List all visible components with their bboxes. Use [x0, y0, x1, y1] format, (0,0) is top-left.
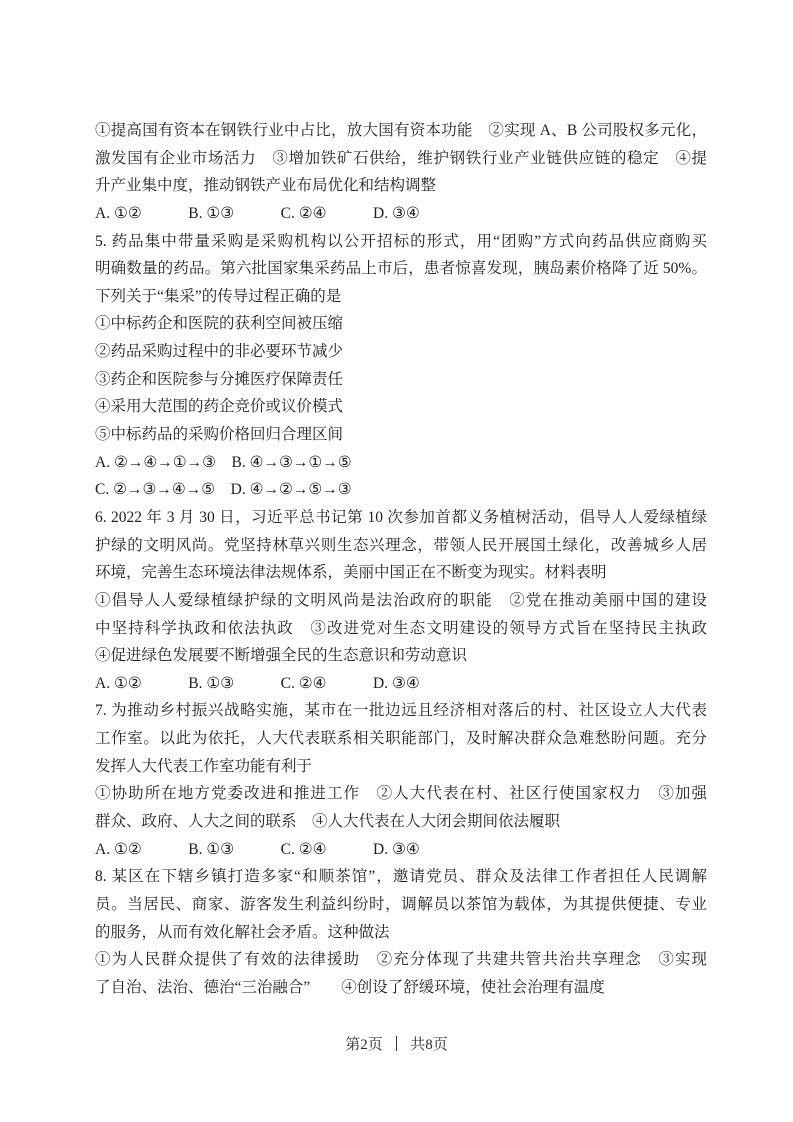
q8-stem-line: 员。当居民、商家、游客发生利益纠纷时，调解员以茶馆为载体，为其提供便捷、专业: [95, 895, 707, 913]
exam-text-column: [95, 117, 707, 1002]
q4-option-item-line: ①提高国有资本在钢铁行业中占比，放大国有资本功能 ②实现 A、B 公司股权多元化，: [95, 122, 707, 139]
q8-stem-line: 8. 某区在下辖乡镇打造多家“和顺茶馆”，邀请党员、群众及法律工作者担任人民调解: [95, 868, 707, 886]
q4-option-item-line: 激发国有企业市场活力 ③增加铁矿石供给，维护钢铁行业产业链供应链的稳定 ④提: [95, 149, 707, 167]
q4-answer-choices-row: A. ①② B. ①③ C. ②④ D. ③④: [95, 204, 420, 222]
q7-option-item-line: 群众、政府、人大之间的联系 ④人大代表在人大闭会期间依法履职: [95, 813, 561, 831]
q7-option-item-line: ①协助所在地方党委改进和推进工作 ②人大代表在村、社区行使国家权力 ③加强: [95, 785, 707, 803]
q5-option-item-line: ④采用大范围的药企竞价或议价模式: [95, 398, 344, 416]
q5-option-item-line: ③药企和医院参与分摊医疗保障责任: [95, 370, 344, 388]
q5-answer-choices-row: A. ②→④→①→③ B. ④→③→①→⑤: [95, 453, 352, 471]
question-7-block: [95, 697, 707, 863]
q4-option-item-line: 升产业集中度，推动钢铁产业布局优化和结构调整: [95, 177, 437, 195]
footer-divider: [396, 1036, 398, 1051]
q8-stem-line: 的服务，从而有效化解社会矛盾。这种做法: [95, 923, 390, 941]
q5-stem-line: 下列关于“集采”的传导过程正确的是: [95, 287, 342, 305]
page-footer: [0, 1033, 793, 1054]
q6-option-item-line: ④促进绿色发展要不断增强全民的生态意识和劳动意识: [95, 647, 468, 665]
q5-option-item-line: ⑤中标药品的采购价格回归合理区间: [95, 426, 344, 444]
q6-option-item-line: ①倡导人人爱绿植绿护绿的文明风尚是法治政府的职能 ②党在推动美丽中国的建设: [95, 591, 707, 609]
q6-stem-line: 护绿的文明风尚。党坚持林草兴则生态兴理念，带领人民开展国土绿化，改善城乡人居: [95, 536, 707, 554]
q7-answer-choices-row: A. ①② B. ①③ C. ②④ D. ③④: [95, 840, 420, 858]
question-4-options-block: [95, 117, 707, 228]
q7-stem-line: 发挥人大代表工作室功能有利于: [95, 757, 313, 775]
q5-stem-line: 明确数量的药品。第六批国家集采药品上市后，患者惊喜发现，胰岛素价格降了近 50%。: [95, 260, 707, 278]
q5-option-item-line: ②药品采购过程中的非必要环节减少: [95, 343, 344, 361]
q5-stem-line: 5. 药品集中带量采购是采购机构以公开招标的形式，用“团购”方式向药品供应商购买: [95, 232, 707, 250]
question-5-block: [95, 228, 707, 504]
question-6-block: [95, 504, 707, 697]
question-8-block: [95, 863, 707, 1001]
q6-option-item-line: 中坚持科学执政和依法执政 ③改进党对生态文明建设的领导方式旨在坚持民主执政: [95, 619, 707, 637]
q8-option-item-line: ①为人民群众提供了有效的法律援助 ②充分体现了共建共管共治共享理念 ③实现: [95, 951, 707, 969]
pages-total-label: 共8页: [410, 1037, 448, 1053]
q6-answer-choices-row: A. ①② B. ①③ C. ②④ D. ③④: [95, 674, 420, 692]
q6-stem-line: 6. 2022 年 3 月 30 日，习近平总书记第 10 次参加首都义务植树活动，倡导人人爱绿植绿: [95, 508, 707, 526]
q8-option-item-line: 了自治、法治、德治“三治融合” ④创设了舒缓环境，使社会治理有温度: [95, 978, 605, 996]
q5-option-item-line: ①中标药企和医院的获利空间被压缩: [95, 315, 344, 333]
q6-stem-line: 环境，完善生态环境法律法规体系，美丽中国正在不断变为现实。材料表明: [95, 564, 607, 582]
q7-stem-line: 工作室。以此为依托，人大代表联系相关职能部门，及时解决群众急难愁盼问题。充分: [95, 730, 707, 748]
q7-stem-line: 7. 为推动乡村振兴战略实施，某市在一批边远且经济相对落后的村、社区设立人大代表: [95, 702, 707, 720]
page-number-label: 第2页: [345, 1037, 383, 1053]
q5-answer-choices-row: C. ②→③→④→⑤ D. ④→②→⑤→③: [95, 481, 352, 499]
